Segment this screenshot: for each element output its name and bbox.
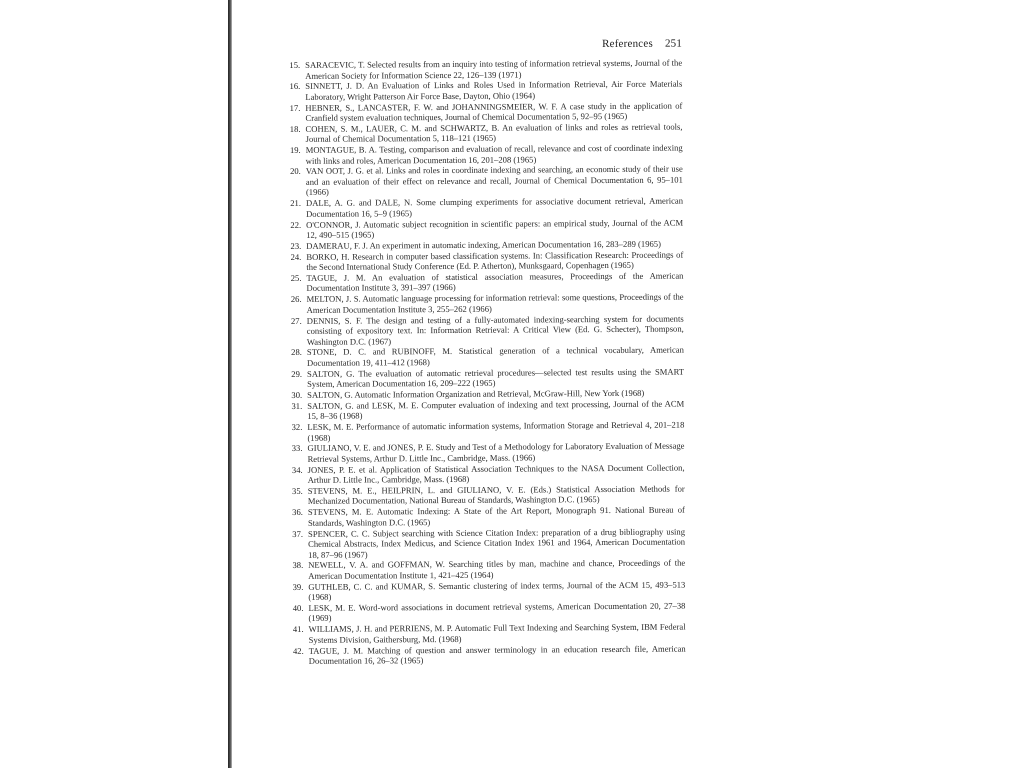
reference-number: 27. xyxy=(290,315,302,326)
reference-text: DALE, A. G. and DALE, N. Some clumping experiments for associative document retrieval, American Documentation 16, 5–9 (1965) xyxy=(305,195,684,219)
reference-number: 19. xyxy=(289,145,301,156)
reference-entry xyxy=(284,292,684,315)
reference-entry xyxy=(285,558,685,581)
reference-text: GUTHLEB, C. C. and KUMAR, S. Semantic clustering of index terms, Journal of the ACM 15, 493–513 (1968) xyxy=(308,579,686,602)
reference-entry xyxy=(284,398,684,421)
reference-text: SALTON, G. Automatic Information Organization and Retrieval, McGraw-Hill, New York (1968) xyxy=(307,387,645,400)
reference-text: STONE, D. C. and RUBINOFF, M. Statistical generation of a technical vocabulary, American Documentation 19, 411–412 (1968) xyxy=(306,344,684,368)
reference-entry xyxy=(283,121,683,144)
reference-number: 24. xyxy=(290,251,302,262)
reference-text: COHEN, S. M., LAUER, C. M. and SCHWARTZ, B. An evaluation of links and roles as retrieval tools, Journal of Chemical Documentation 5, 118–121 (1965) xyxy=(305,121,683,145)
reference-entry xyxy=(282,79,682,102)
reference-number: 29. xyxy=(291,368,303,379)
reference-text: BORKO, H. Research in computer based classification systems. In: Classification Research: Proceedings of the Second International Study Conference (Ed. P. Atherton), Munksgaard, Copenhagen (1965) xyxy=(306,249,684,273)
book-spine-shadow xyxy=(228,0,232,768)
reference-text: MELTON, J. S. Automatic language processing for information retrieval: some questions, Proceedings of the American Documentation Institute 3, 255–262 (1966) xyxy=(306,291,684,315)
reference-number: 17. xyxy=(289,102,301,113)
reference-entry xyxy=(283,143,683,166)
reference-list xyxy=(282,58,686,667)
reference-entry xyxy=(284,441,684,464)
reference-number: 40. xyxy=(292,602,304,613)
reference-entry xyxy=(285,483,685,506)
reference-number: 38. xyxy=(292,560,304,571)
reference-text: SALTON, G. The evaluation of automatic retrieval procedures—selected test results using the SMART System, American Documentation 16, 209–222 (1965) xyxy=(307,366,685,390)
reference-entry xyxy=(285,526,685,560)
reference-entry xyxy=(283,164,683,198)
reference-entry xyxy=(286,643,686,666)
reference-number: 15. xyxy=(289,59,301,70)
reference-text: TAGUE, J. M. An evaluation of statistical association measures, Proceedings of the American Documentation Institute 3, 391–397 (1966) xyxy=(306,270,684,294)
reference-number: 16. xyxy=(289,81,301,92)
reference-text: SALTON, G. and LESK, M. E. Computer evaluation of indexing and text processing, Journal of the ACM 15, 8–36 (1968) xyxy=(307,398,685,422)
reference-text: JONES, P. E. et al. Application of Statistical Association Techniques to the NASA Document Collection, Arthur D. Little Inc., Cambridge, Mass. (1968) xyxy=(307,462,685,485)
page-number: 251 xyxy=(664,37,683,50)
reference-text: STEVENS, M. E. Automatic Indexing: A State of the Art Report, Monograph 91. National Bureau of Standards, Washington D.C. (1965) xyxy=(307,504,685,528)
reference-text: DENNIS, S. F. The design and testing of a fully-automated indexing-searching system for documents consisting of expository text. In: Information Retrieval: A Critical View (Ed. G. Schecter), Thompson, Washington D.C. (1967) xyxy=(306,313,684,347)
reference-text: SINNETT, J. D. An Evaluation of Links and Roles Used in Information Retrieval, Air Force Materials Laboratory, Wright Patterson Air Force Base, Dayton, Ohio (1964) xyxy=(305,78,683,102)
reference-number: 33. xyxy=(291,443,303,454)
reference-entry xyxy=(283,196,683,219)
reference-number: 23. xyxy=(290,240,302,251)
reference-entry xyxy=(282,100,682,123)
reference-number: 22. xyxy=(290,219,302,230)
reference-text: SPENCER, C. C. Subject searching with Science Citation Index: preparation of a drug bibliography using Chemical Abstracts, Index Medicus, and Science Citation Index 1961 and 1964, American Documentation 18, 87–96 (1967) xyxy=(307,526,686,560)
reference-number: 26. xyxy=(290,294,302,305)
reference-entry xyxy=(284,345,684,368)
reference-text: O'CONNOR, J. Automatic subject recognition in scientific papers: an empirical study, Journal of the ACM 12, 490–515 (1965) xyxy=(306,217,684,240)
reference-entry xyxy=(284,366,684,389)
reference-entry xyxy=(282,58,682,81)
reference-number: 36. xyxy=(292,507,303,518)
reference-text: SARACEVIC, T. Selected results from an inquiry into testing of information retrieval systems, Journal of the American Society for Information Science 22, 126–139 (1971) xyxy=(305,57,683,81)
reference-number: 42. xyxy=(292,645,304,656)
reference-number: 37. xyxy=(292,528,304,539)
reference-text: LESK, M. E. Word-word associations in document retrieval systems, American Documentation 20, 27–38 (1969) xyxy=(308,600,686,624)
reference-entry xyxy=(286,622,686,645)
reference-number: 28. xyxy=(291,347,302,358)
reference-number: 39. xyxy=(292,581,304,592)
running-header xyxy=(282,38,682,52)
reference-number: 34. xyxy=(291,464,303,475)
reference-text: DAMERAU, F. J. An experiment in automatic indexing, American Documentation 16, 283–289 (1965) xyxy=(306,238,661,251)
reference-entry xyxy=(285,505,685,528)
reference-entry xyxy=(285,600,685,623)
reference-entry xyxy=(284,313,684,347)
reference-entry xyxy=(284,420,684,443)
reference-number: 32. xyxy=(291,421,303,432)
reference-entry xyxy=(283,271,683,294)
book-page xyxy=(282,38,686,667)
reference-text: TAGUE, J. M. Matching of question and answer terminology in an education research file, American Documentation 16, 26–32 (1965) xyxy=(308,643,686,666)
reference-text: HEBNER, S., LANCASTER, F. W. and JOHANNINGSMEIER, W. F. A case study in the application of Cranfield system evaluation techniques, Journal of Chemical Documentation 5, 92–95 (1965) xyxy=(305,100,683,123)
reference-number: 21. xyxy=(290,198,302,209)
reference-number: 31. xyxy=(291,400,303,411)
reference-number: 41. xyxy=(292,624,304,635)
reference-number: 35. xyxy=(291,485,303,496)
reference-text: STEVENS, M. E., HEILPRIN, L. and GIULIANO, V. E. (Eds.) Statistical Association Methods for Mechanized Documentation, National Bureau of Standards, Washington D.C. (1965) xyxy=(307,483,685,507)
reference-text: MONTAGUE, B. A. Testing, comparison and evaluation of recall, relevance and cost of coordinate indexing with links and roles, American Documentation 16, 201–208 (1965) xyxy=(305,142,683,166)
reference-number: 30. xyxy=(291,389,303,400)
reference-text: NEWELL, V. A. and GOFFMAN, W. Searching titles by man, machine and chance, Proceedings of the American Documentation Institute 1, 421–425 (1964) xyxy=(308,557,686,581)
reference-text: VAN OOT, J. G. et al. Links and roles in coordinate indexing and searching, an economic study of their use and an evaluation of their effect on relevance and recall, Journal of Chemical Documentation 6, 95–101 (1966) xyxy=(305,164,683,198)
reference-entry xyxy=(285,462,685,485)
reference-text: LESK, M. E. Performance of automatic information systems, Information Storage and Retrieval 4, 201–218 (1968) xyxy=(307,419,685,443)
reference-number: 25. xyxy=(290,272,302,283)
reference-entry xyxy=(285,579,685,602)
reference-number: 20. xyxy=(290,166,301,177)
running-header-title: References xyxy=(602,37,653,51)
reference-text: WILLIAMS, J. H. and PERRIENS, M. P. Automatic Full Text Indexing and Searching System, IBM Federal Systems Division, Gaithersburg, Md. (1968) xyxy=(308,621,686,645)
reference-number: 18. xyxy=(289,123,301,134)
reference-entry xyxy=(283,217,683,240)
reference-entry xyxy=(283,249,683,272)
reference-text: GIULIANO, V. E. and JONES, P. E. Study and Test of a Methodology for Laboratory Evaluation of Message Retrieval Systems, Arthur D. Little Inc., Cambridge, Mass. (1966) xyxy=(307,440,685,464)
